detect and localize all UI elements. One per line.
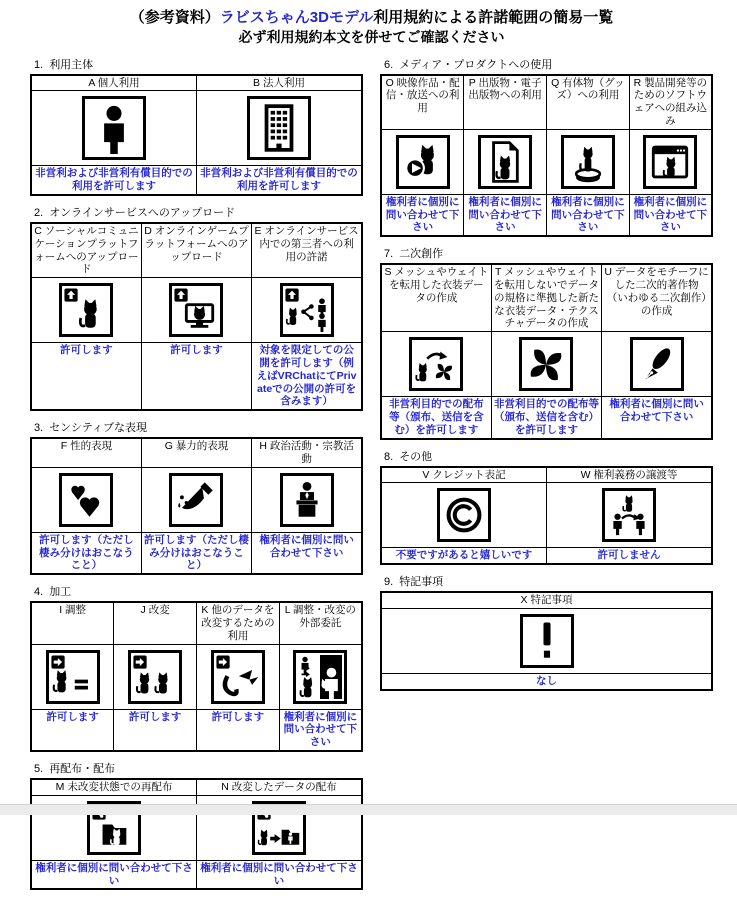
cell-header: D オンラインゲームプラットフォームへのアップロード — [141, 223, 251, 278]
speaker-podium-icon — [280, 473, 334, 527]
cell-result: 非営利目的での配布等（頒布、送信を含む）を許可します — [381, 397, 491, 439]
cell-result: 権利者に個別に問い合わせて下さい — [547, 194, 630, 236]
upload-share-users-icon — [280, 283, 334, 337]
page-title — [30, 8, 713, 28]
building-icon — [247, 96, 311, 160]
cell-result: なし — [381, 674, 712, 690]
video-play-cat-icon — [396, 135, 450, 189]
section-title: 加工 — [49, 586, 72, 599]
section-title: その他 — [399, 450, 433, 463]
section-heading — [34, 204, 363, 220]
section-heading — [384, 245, 713, 261]
document-cat-icon — [478, 135, 532, 189]
cell-result: 権利者に個別に問い合わせて下さい — [31, 860, 197, 889]
costume-icon — [519, 337, 573, 391]
cell-header: M 未改変状態での再配布 — [31, 779, 197, 795]
person-icon — [82, 96, 146, 160]
cell-icon — [197, 644, 280, 709]
section-table — [380, 74, 713, 238]
cell-result: 権利者に個別に問い合わせて下さい — [197, 860, 363, 889]
section-number: 8. — [384, 450, 394, 463]
cell-result: 許可します（ただし棲み分けはおこなうこと） — [141, 532, 251, 574]
adjust-equals-icon — [46, 650, 100, 704]
cell-icon — [31, 91, 197, 166]
cell-result: 権利者に個別に問い合わせて下さい — [464, 194, 547, 236]
section-8 — [380, 448, 713, 566]
section-heading — [384, 573, 713, 589]
cell-icon — [547, 483, 713, 548]
cat-to-costume-icon — [409, 337, 463, 391]
two-column-layout — [30, 56, 713, 898]
cell-icon — [381, 129, 464, 194]
section-6 — [380, 56, 713, 238]
cell-result: 権利者に個別に問い合わせて下さい — [629, 194, 712, 236]
cell-header: P 出版物・電子出版物への利用 — [464, 75, 547, 130]
cell-icon — [491, 332, 601, 397]
section-3 — [30, 419, 363, 575]
cell-icon — [629, 129, 712, 194]
section-number: 6. — [384, 58, 394, 71]
page-bottom-bar — [0, 804, 737, 815]
knife-icon — [169, 473, 223, 527]
cell-header: Q 有体物（グッズ）への利用 — [547, 75, 630, 130]
right-column — [380, 56, 713, 699]
modify-two-cats-icon — [128, 650, 182, 704]
section-table — [30, 222, 363, 411]
cell-icon — [141, 467, 251, 532]
section-table — [30, 778, 363, 890]
section-table — [380, 591, 713, 691]
section-9 — [380, 573, 713, 691]
cell-header: X 特記事項 — [381, 592, 712, 608]
cell-header: I 調整 — [31, 602, 114, 644]
section-title: オンラインサービスへのアップロード — [49, 207, 236, 220]
cell-icon — [141, 278, 251, 343]
cell-result: 権利者に個別に問い合わせて下さい — [252, 532, 362, 574]
section-title: 特記事項 — [399, 576, 444, 589]
section-number: 7. — [384, 248, 394, 261]
cell-header: E オンラインサービス内での第三者への利用の許諾 — [252, 223, 362, 278]
section-title: センシティブな表現 — [49, 422, 148, 435]
cell-result: 対象を限定しての公開を許可します（例えばVRChatにてPrivateでの公開の許可を含みます） — [252, 343, 362, 410]
section-heading — [34, 56, 363, 72]
section-table — [30, 74, 363, 196]
title-prefix: （参考資料） — [129, 9, 220, 26]
cell-header: U データをモチーフにした二次的著作物（いわゆる二次創作）の作成 — [602, 264, 712, 331]
cell-result: 不要ですがあると嬉しいです — [381, 548, 547, 564]
cell-header: J 改変 — [114, 602, 197, 644]
cell-result: 許可します — [141, 343, 251, 410]
section-title: メディア・プロダクトへの使用 — [399, 58, 553, 71]
section-title: 再配布・配布 — [49, 763, 116, 776]
section-heading — [34, 760, 363, 776]
section-heading — [384, 448, 713, 464]
section-number: 9. — [384, 576, 394, 589]
cell-header: H 政治活動・宗教活動 — [252, 438, 362, 467]
cell-icon — [252, 467, 362, 532]
cell-header: S メッシュやウェイトを転用した衣装データの作成 — [381, 264, 491, 331]
modify-other-data-icon — [211, 650, 265, 704]
cell-result: 許可します（ただし棲み分けはおこなうこと） — [31, 532, 141, 574]
section-5 — [30, 760, 363, 890]
title-model-name: ラビスちゃん3Dモデル — [219, 9, 374, 26]
cell-header: A 個人利用 — [31, 75, 197, 91]
section-number: 1. — [34, 58, 44, 71]
section-number: 5. — [34, 763, 44, 776]
cell-icon — [279, 644, 362, 709]
cell-header: T メッシュやウェイトを転用しないでデータの規格に準拠した新たな衣装データ・テクスチャデータの作成 — [491, 264, 601, 331]
cell-header: W 権利義務の譲渡等 — [547, 467, 713, 483]
upload-cat-icon — [59, 283, 113, 337]
cell-icon — [197, 91, 363, 166]
cell-icon — [31, 278, 141, 343]
section-table — [380, 263, 713, 439]
cell-result: 非営利および非営利有償目的での利用を許可します — [31, 166, 197, 195]
copyright-icon — [437, 488, 491, 542]
cell-header: K 他のデータを改変するための利用 — [197, 602, 280, 644]
cell-header: R 製品開発等のためのソフトウェアへの組み込み — [629, 75, 712, 130]
cell-header: F 性的表現 — [31, 438, 141, 467]
cell-result: 許可します — [197, 709, 280, 751]
cell-header: O 映像作品・配信・放送への利用 — [381, 75, 464, 130]
cell-result: 権利者に個別に問い合わせて下さい — [279, 709, 362, 751]
cell-result: 許可します — [31, 709, 114, 751]
cell-header: L 調整・改変の外部委託 — [279, 602, 362, 644]
title-suffix: 利用規約による許諾範囲の簡易一覧 — [373, 9, 614, 26]
cell-icon — [381, 332, 491, 397]
page-subtitle: 必ず利用規約本文を併せてご確認ください — [238, 28, 505, 45]
section-title: 二次創作 — [399, 248, 444, 261]
section-table — [30, 437, 363, 575]
cell-icon — [31, 467, 141, 532]
cell-header: B 法人利用 — [197, 75, 363, 91]
section-title: 利用主体 — [49, 58, 94, 71]
cell-icon — [602, 332, 712, 397]
cell-result: 許可します — [114, 709, 197, 751]
cell-icon — [252, 278, 362, 343]
cell-icon — [31, 644, 114, 709]
cell-result: 非営利および非営利有償目的での利用を許可します — [197, 166, 363, 195]
section-number: 4. — [34, 586, 44, 599]
cell-result: 許可しません — [547, 548, 713, 564]
section-table — [380, 466, 713, 566]
hearts-icon — [59, 473, 113, 527]
upload-game-monitor-icon — [169, 283, 223, 337]
section-1 — [30, 56, 363, 196]
pen-icon — [630, 337, 684, 391]
left-column — [30, 56, 363, 898]
section-number: 2. — [34, 207, 44, 220]
cell-result: 非営利目的での配布等（頒布、送信を含む）を許可します — [491, 397, 601, 439]
section-7 — [380, 245, 713, 439]
outsource-icon — [293, 650, 347, 704]
section-number: 3. — [34, 422, 44, 435]
section-2 — [30, 204, 363, 411]
cell-header: G 暴力的表現 — [141, 438, 251, 467]
cell-icon — [547, 129, 630, 194]
section-heading — [34, 583, 363, 599]
exclamation-icon — [520, 614, 574, 668]
section-table — [30, 601, 363, 752]
section-heading — [384, 56, 713, 72]
software-window-cat-icon — [643, 135, 697, 189]
transfer-rights-icon — [602, 488, 656, 542]
cell-icon — [381, 609, 712, 674]
cell-icon — [114, 644, 197, 709]
cell-result: 権利者に個別に問い合わせて下さい — [602, 397, 712, 439]
figurine-cat-icon — [561, 135, 615, 189]
section-heading — [34, 419, 363, 435]
cell-header: N 改変したデータの配布 — [197, 779, 363, 795]
cell-icon — [464, 129, 547, 194]
cell-result: 権利者に個別に問い合わせて下さい — [381, 194, 464, 236]
section-4 — [30, 583, 363, 752]
cell-header: C ソーシャルコミュニケーションプラットフォームへのアップロード — [31, 223, 141, 278]
cell-icon — [381, 483, 547, 548]
cell-result: 許可します — [31, 343, 141, 410]
cell-header: V クレジット表記 — [381, 467, 547, 483]
